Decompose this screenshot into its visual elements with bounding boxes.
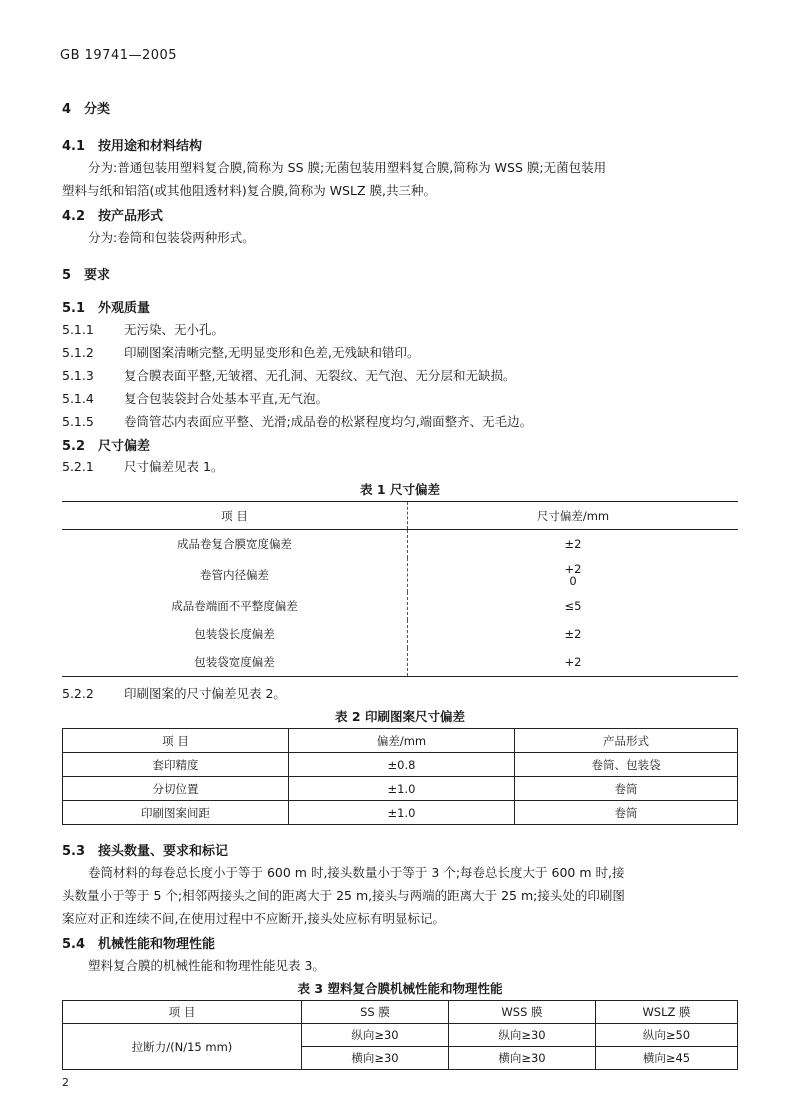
table-row [62,648,738,677]
clause-5-1-1 [62,320,224,338]
table-3 [62,1000,738,1070]
table-cell: 拉断力/(N/15 mm) [63,1024,302,1070]
section-5-4-line-1: 塑料复合膜的机械性能和物理性能见表 3。 [88,958,325,973]
section-5-3-line-1: 卷筒材料的每卷总长度小于等于 600 m 时,接头数量小于等于 3 个;每卷总长度大于 600 m 时,接 [88,865,625,880]
table-header-cell: 项 目 [62,502,408,530]
table-cell: ±1.0 [289,801,515,825]
section-title: 机械性能和物理性能 [98,937,216,952]
table-row [62,530,738,559]
clause-number: 5.2.2 [62,686,94,701]
section-5-1-heading [62,297,150,316]
section-4-heading [62,98,110,117]
table-row [62,558,738,592]
section-title: 外观质量 [98,301,151,316]
table-row [63,777,738,801]
table-cell: ±2 [408,530,739,559]
table-row [62,592,738,620]
table-header-row [62,502,738,530]
clause-5-1-4 [62,389,328,407]
table-2 [62,728,738,825]
table-header-cell: 项 目 [63,729,289,753]
clause-5-1-2 [62,343,419,361]
clause-number: 5.1.5 [62,414,94,429]
section-number: 4.1 [62,139,86,154]
section-5-3-line-2: 头数量小于等于 5 个;相邻两接头之间的距离大于 25 m,接头与两端的距离大于 25 m;接头处的印刷图 [62,888,625,903]
table-row [63,753,738,777]
section-title: 尺寸偏差 [98,439,151,454]
table-cell: ±1.0 [289,777,515,801]
table-header-cell: 尺寸偏差/mm [408,502,739,530]
table-header-row [63,729,738,753]
section-number: 4.2 [62,209,86,224]
table-3-caption: 表 3 塑料复合膜机械性能和物理性能 [297,981,503,996]
section-4-1-heading [62,135,202,154]
section-5-2-heading [62,435,150,454]
table-row [63,1024,738,1047]
section-5-3-heading [62,840,228,859]
table-header-cell: 产品形式 [515,729,738,753]
section-title: 按用途和材料结构 [98,139,203,154]
clause-5-2-1 [62,457,223,475]
table-cell: 卷筒 [515,801,738,825]
table-header-cell: WSS 膜 [449,1001,596,1024]
clause-number: 5.1.2 [62,345,94,360]
section-number: 5.3 [62,844,86,859]
table-cell: 分切位置 [63,777,289,801]
section-number: 5.4 [62,937,86,952]
table-cell: 印刷图案间距 [63,801,289,825]
section-4-1-line-1: 分为:普通包装用塑料复合膜,简称为 SS 膜;无菌包装用塑料复合膜,简称为 WSS 膜;无菌包装用 [88,160,607,175]
table-cell: 成品卷复合膜宽度偏差 [177,537,292,551]
section-title: 按产品形式 [98,209,164,224]
clause-text: 尺寸偏差见表 1。 [124,459,224,474]
deviation-upper: +2 [564,562,582,576]
table-cell: 成品卷端面不平整度偏差 [171,599,298,613]
clause-number: 5.1.4 [62,391,94,406]
clause-text: 卷筒管芯内表面应平整、光滑;成品卷的松紧程度均匀,端面整齐、无毛边。 [124,414,533,429]
section-title: 接头数量、要求和标记 [98,844,229,859]
table-2-caption: 表 2 印刷图案尺寸偏差 [335,709,465,724]
document-header: GB 19741—2005 [60,48,178,63]
clause-text: 复合膜表面平整,无皱褶、无孔洞、无裂纹、无气泡、无分层和无缺损。 [124,368,516,383]
section-4-2-line-1: 分为:卷筒和包装袋两种形式。 [88,230,255,245]
table-header-cell: 偏差/mm [289,729,515,753]
section-5-heading [62,264,110,283]
clause-5-2-2 [62,684,286,702]
table-header-cell: 项 目 [63,1001,302,1024]
page-number: 2 [62,1076,69,1089]
table-cell: +2 [408,648,739,677]
section-number: 4 [62,102,72,117]
clause-text: 印刷图案的尺寸偏差见表 2。 [124,686,286,701]
table-cell: 纵向≥50 [596,1024,738,1047]
table-cell: 横向≥30 [302,1047,449,1070]
table-header-cell: WSLZ 膜 [596,1001,738,1024]
table-cell: 横向≥45 [596,1047,738,1070]
section-number: 5.1 [62,301,86,316]
clause-text: 无污染、无小孔。 [124,322,225,337]
table-cell: 横向≥30 [449,1047,596,1070]
clause-5-1-3 [62,366,515,384]
clause-text: 印刷图案清晰完整,无明显变形和色差,无残缺和错印。 [124,345,420,360]
table-cell: 套印精度 [63,753,289,777]
table-cell: ±0.8 [289,753,515,777]
section-5-4-heading [62,933,215,952]
clause-number: 5.1.1 [62,322,94,337]
table-cell: 包装袋长度偏差 [194,627,275,641]
table-cell [408,558,739,592]
table-header-row [63,1001,738,1024]
section-title: 要求 [84,268,111,283]
table-cell: 卷筒、包装袋 [515,753,738,777]
section-4-1-line-2: 塑料与纸和铝箔(或其他阻透材料)复合膜,简称为 WSLZ 膜,共三种。 [62,183,436,198]
clause-number: 5.1.3 [62,368,94,383]
table-1 [62,501,738,677]
table-cell: ±2 [408,620,739,648]
section-title: 分类 [84,102,111,117]
section-number: 5 [62,268,72,283]
table-header-cell: SS 膜 [302,1001,449,1024]
clause-5-1-5 [62,412,532,430]
section-5-3-line-3: 案应对正和连续不间,在使用过程中不应断开,接头处应标有明显标记。 [62,911,445,926]
table-cell: 纵向≥30 [302,1024,449,1047]
table-cell: 纵向≥30 [449,1024,596,1047]
clause-text: 复合包装袋封合处基本平直,无气泡。 [124,391,328,406]
table-cell: 卷管内径偏差 [200,568,269,582]
table-row [63,801,738,825]
section-number: 5.2 [62,439,86,454]
section-4-2-heading [62,205,163,224]
deviation-lower: 0 [569,574,577,588]
clause-number: 5.2.1 [62,459,94,474]
table-1-caption: 表 1 尺寸偏差 [360,482,440,497]
table-cell: 包装袋宽度偏差 [194,655,275,669]
table-cell: 卷筒 [515,777,738,801]
table-row [62,620,738,648]
table-cell: ≤5 [408,592,739,620]
